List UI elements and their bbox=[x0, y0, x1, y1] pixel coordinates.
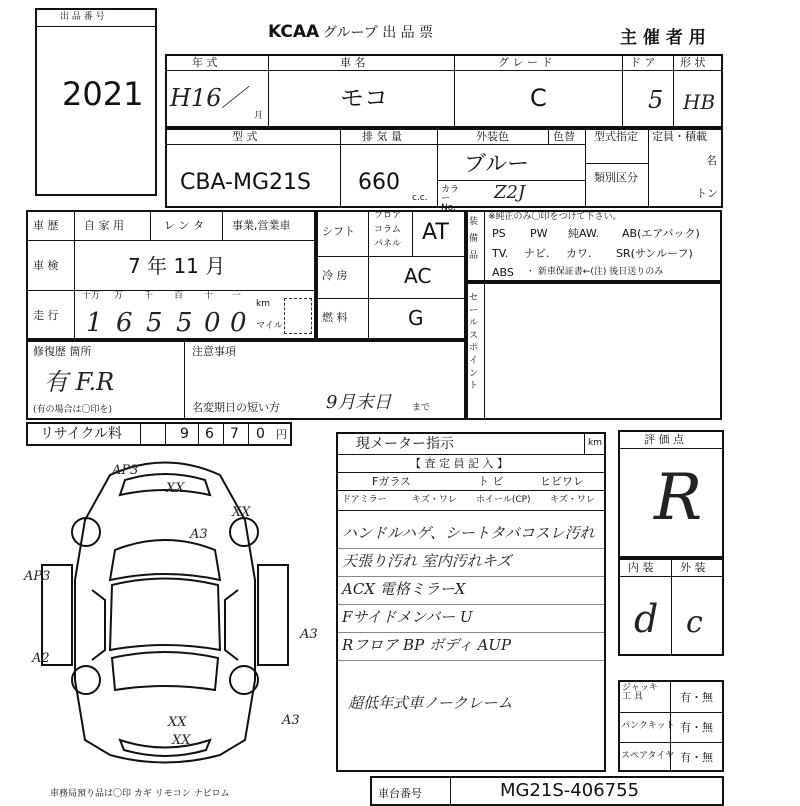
brand-logo: KCAA bbox=[268, 22, 320, 42]
equip-warranty: ・ 新車保証書←(注) 後日送りのみ bbox=[526, 267, 664, 277]
equipment-side-label: 装 備 品 bbox=[469, 217, 479, 262]
note-line-1: ハンドルハゲ、シートタバコスレ汚れ bbox=[342, 524, 595, 542]
mileage-digit-1: 6 bbox=[116, 308, 133, 338]
digit-head-5: 一 bbox=[232, 291, 242, 301]
footer-items-note: 車務局預り品は〇印 カギ リモコン ナビロム bbox=[50, 789, 230, 799]
diagram-mark-xx-front: XX bbox=[166, 481, 185, 496]
tons-unit: トン bbox=[696, 187, 718, 200]
color-label: 外装色 bbox=[476, 130, 509, 143]
grade-label: グ レ ー ド bbox=[498, 56, 553, 69]
repair-label: 修復歴 箇所 bbox=[33, 345, 92, 358]
year-value: H16／ bbox=[170, 84, 246, 112]
inspection-value: 7 年 11 月 bbox=[128, 254, 226, 278]
diagram-mark-ap3-left: AP3 bbox=[24, 569, 51, 584]
note-line-5: Rフロア BP ボディ AUP bbox=[342, 636, 512, 654]
inspection-label: 車 検 bbox=[33, 259, 59, 272]
interior-label: 内 装 bbox=[628, 561, 654, 574]
equip-leather: カワ. bbox=[566, 247, 592, 260]
shape-label: 形 状 bbox=[680, 56, 706, 69]
caution-label: 注意事項 bbox=[192, 345, 236, 358]
note-line-6: 超低年式車ノークレーム bbox=[348, 694, 513, 712]
repair-value: 有 F.R bbox=[44, 368, 115, 396]
meter-unit: km bbox=[588, 438, 602, 448]
km-unit: km bbox=[256, 299, 270, 309]
organizer-label: 主 催 者 用 bbox=[620, 28, 706, 48]
mileage-digit-5: 0 bbox=[230, 308, 247, 338]
spare-options: 有・無 bbox=[680, 751, 713, 764]
history-own: 自 家 用 bbox=[84, 219, 124, 232]
type-spec-label: 型式指定 bbox=[594, 130, 638, 143]
glass-chip: ト ビ bbox=[478, 475, 504, 488]
note-line-4: Fサイドメンバー U bbox=[342, 608, 473, 626]
model-value: CBA-MG21S bbox=[180, 170, 311, 195]
glass-label: Fガラス bbox=[372, 475, 411, 488]
diagram-mark-a3-right: A3 bbox=[300, 627, 318, 642]
rating-label: 評 価 点 bbox=[644, 433, 684, 446]
wheel-label: ホイール(CP) bbox=[476, 495, 531, 505]
car-diagram bbox=[0, 450, 330, 790]
equip-aw: 純AW. bbox=[568, 227, 600, 240]
ac-value: AC bbox=[404, 264, 432, 288]
grade-value: C bbox=[530, 84, 547, 112]
ac-label: 冷 房 bbox=[322, 269, 348, 282]
repair-note: (有の場合は〇印を) bbox=[33, 405, 113, 415]
mileage-label: 走 行 bbox=[33, 309, 59, 322]
chassis-number: MG21S-406755 bbox=[500, 780, 640, 801]
recycle-label: リサイクル料 bbox=[40, 426, 123, 442]
equip-abs: ABS bbox=[492, 266, 514, 279]
jack-options: 有・無 bbox=[680, 691, 713, 704]
equip-ab: AB(エアバック) bbox=[622, 227, 700, 240]
displacement-value: 660 bbox=[358, 170, 400, 195]
model-label: 型 式 bbox=[232, 130, 258, 143]
color-value: ブルー bbox=[464, 152, 530, 177]
deadline-suffix: まで bbox=[412, 403, 431, 413]
mileage-digit-2: 5 bbox=[146, 308, 163, 338]
note-line-2: 天張り汚れ 室内汚れキズ bbox=[342, 552, 512, 570]
digit-head-0: 十万 bbox=[82, 291, 101, 301]
recycle-digit-3: 0 bbox=[256, 426, 265, 442]
history-rental: レ ン タ bbox=[164, 219, 204, 232]
year-label: 年 式 bbox=[192, 56, 218, 69]
wheel-options: キズ・ワレ bbox=[550, 495, 595, 505]
diagram-mark-a3-hood: A3 bbox=[190, 527, 208, 542]
recycle-unit: 円 bbox=[276, 428, 287, 441]
fuel-label: 燃 料 bbox=[322, 311, 348, 324]
history-business: 事業,営業車 bbox=[232, 219, 291, 232]
mirror-label: ドアミラー bbox=[342, 495, 387, 505]
sheet-title: . グループ 出 品 票 bbox=[314, 25, 434, 41]
history-label: 車 歴 bbox=[33, 219, 59, 232]
car-name-value: モコ bbox=[340, 84, 388, 112]
equipment-note: ※純正のみ〇印をつけて下さい。 bbox=[488, 212, 622, 222]
mileage-digit-0: 1 bbox=[86, 308, 103, 338]
shift-floor: フロア bbox=[374, 211, 402, 221]
deadline-value: 9月末日 bbox=[326, 392, 392, 413]
shift-column: コラム bbox=[374, 225, 401, 235]
sales-point-box bbox=[466, 282, 722, 420]
diagram-mark-xx-rear1: XX bbox=[168, 715, 187, 730]
mileage-digit-4: 0 bbox=[204, 308, 221, 338]
color-no-label: カラー No. bbox=[441, 185, 460, 213]
fuel-value: G bbox=[408, 306, 424, 330]
glass-crack: ヒビワレ bbox=[540, 475, 584, 488]
mile-check-box bbox=[284, 298, 312, 334]
shift-panel: パネル bbox=[374, 239, 402, 249]
shape-value: HB bbox=[683, 90, 716, 114]
color-change-label: 色替 bbox=[553, 130, 575, 143]
interior-value: d bbox=[634, 597, 659, 641]
digit-head-2: 千 bbox=[144, 291, 154, 301]
diagram-mark-xx-rear2: XX bbox=[172, 733, 191, 748]
cc-unit: c.c. bbox=[412, 193, 428, 203]
exterior-value: c bbox=[686, 605, 703, 640]
inspector-label: 【 査 定 員 記 入 】 bbox=[410, 457, 508, 470]
recycle-digit-1: 6 bbox=[205, 426, 214, 442]
digit-head-4: 十 bbox=[204, 291, 214, 301]
month-label: 月 bbox=[254, 111, 264, 121]
jack-label: ジャッキ 工 具 bbox=[622, 683, 658, 702]
equip-ps: PS bbox=[492, 227, 506, 240]
equip-navi: ナビ. bbox=[524, 247, 550, 260]
displacement-label: 排 気 量 bbox=[362, 130, 402, 143]
lot-number: 2021 bbox=[62, 75, 144, 113]
color-no-value: Z2J bbox=[494, 182, 526, 203]
recycle-digit-0: 9 bbox=[180, 426, 189, 442]
mirror-options: キズ・ワレ bbox=[412, 495, 457, 505]
capacity-label: 定員・積載 bbox=[652, 130, 707, 143]
recycle-digit-2: 7 bbox=[230, 426, 239, 442]
shift-value: AT bbox=[422, 220, 449, 245]
rating-value: R bbox=[654, 461, 703, 535]
sales-point-label: セ ー ル ス ポ イ ン ト bbox=[469, 293, 479, 392]
mile-unit: マイル bbox=[256, 321, 283, 331]
spare-label: スペアタイヤ bbox=[621, 751, 675, 761]
persons-unit: 名 bbox=[706, 154, 717, 167]
equip-pw: PW bbox=[530, 227, 548, 240]
chassis-label: 車台番号 bbox=[378, 787, 422, 800]
note-line-3: ACX 電格ミラーX bbox=[342, 580, 466, 598]
digit-head-3: 百 bbox=[174, 291, 184, 301]
diagram-mark-xx-right: XX bbox=[232, 505, 251, 520]
digit-head-1: 万 bbox=[114, 291, 124, 301]
lot-number-label: 出 品 番 号 bbox=[60, 12, 105, 22]
name-change-label: 名変期日の短い方 bbox=[192, 401, 280, 414]
shift-label: シフト bbox=[322, 225, 355, 238]
diagram-mark-a3-rear: A3 bbox=[282, 713, 300, 728]
diagram-mark-ap3-front: AP3 bbox=[112, 463, 139, 478]
puncture-options: 有・無 bbox=[680, 721, 713, 734]
diagram-mark-a2-left: A2 bbox=[32, 651, 50, 666]
meter-label: 現メーター指示 bbox=[356, 436, 454, 452]
exterior-label: 外 装 bbox=[680, 561, 706, 574]
equip-tv: TV. bbox=[492, 247, 509, 260]
doors-value: 5 bbox=[648, 86, 664, 114]
doors-label: ド ア bbox=[630, 56, 656, 69]
class-label: 類別区分 bbox=[594, 171, 638, 184]
mileage-digit-3: 5 bbox=[176, 308, 193, 338]
car-name-label: 車 名 bbox=[340, 56, 366, 69]
puncture-label: パンクキット bbox=[621, 721, 675, 731]
equip-sr: SR(サンルーフ) bbox=[616, 247, 693, 260]
